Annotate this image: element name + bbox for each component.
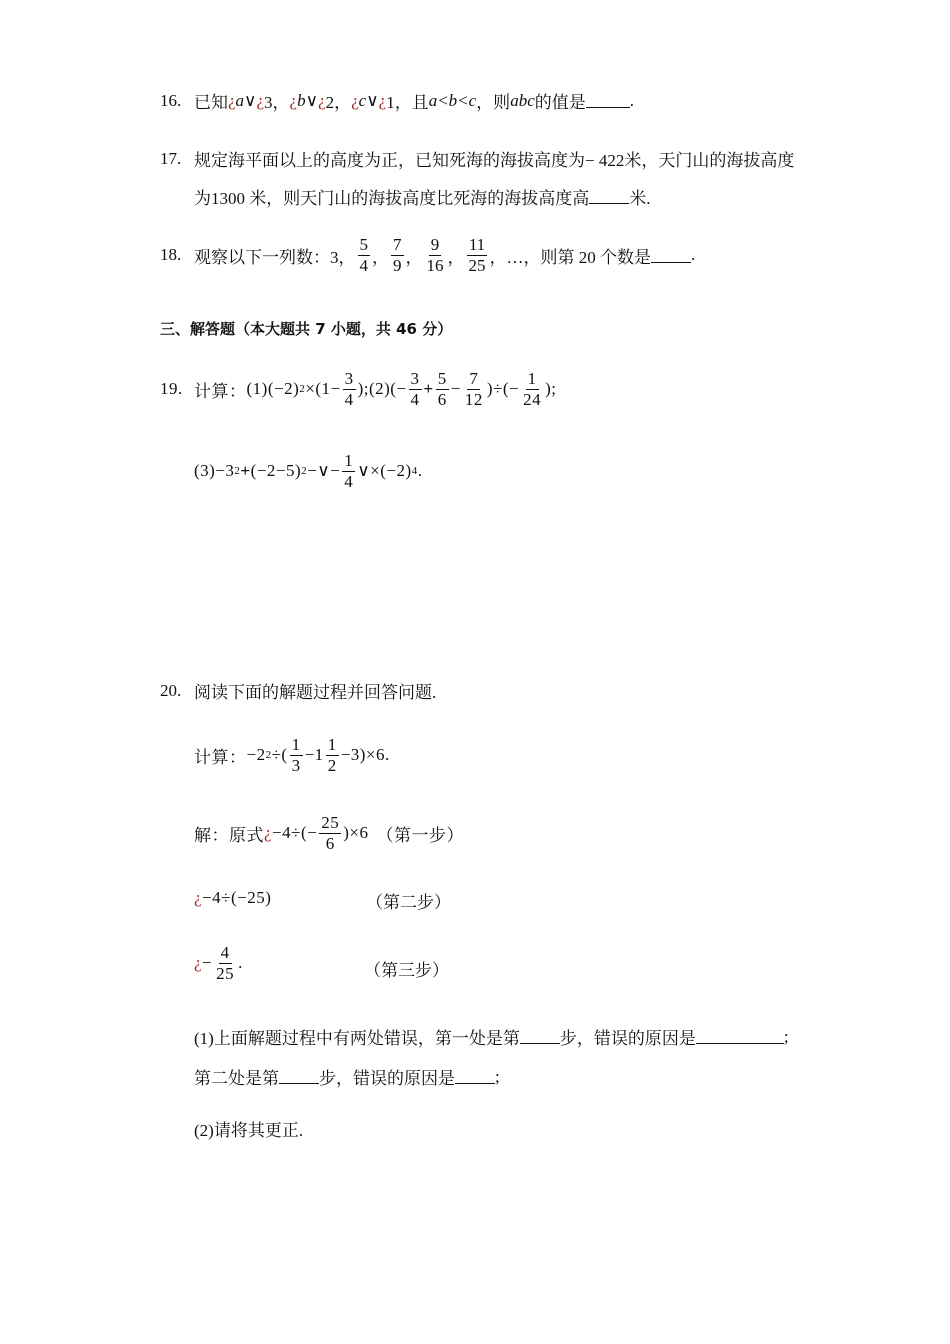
- expr: (−2−5): [250, 461, 302, 481]
- q16-abc: abc: [510, 90, 535, 110]
- fraction: $\frac{7}{12}$: [464, 369, 483, 409]
- q16-glyph: ¿: [351, 90, 359, 110]
- exponent: 4: [411, 465, 418, 478]
- q20-glyph: ¿: [194, 953, 203, 973]
- fraction: $\frac{5}{6}$: [437, 369, 447, 409]
- expr: −: [202, 953, 213, 973]
- question-number: 20.: [160, 680, 182, 700]
- q20-step3-label: [364, 956, 449, 981]
- separator: ，: [372, 247, 389, 267]
- q20-answer1: [194, 1024, 789, 1049]
- fraction: $\frac{7}{9}$: [393, 235, 402, 275]
- section-title: 三、解答题（本大题共 7 小题，共 46 分）: [160, 320, 453, 338]
- expr: −∨−: [307, 461, 341, 481]
- q20-a1-text: 步，错误的原因是: [559, 1029, 696, 1048]
- q18-text: 观察以下一列数：3，: [194, 247, 356, 267]
- fraction: $\frac{1}{4}$: [344, 451, 354, 491]
- q20-glyph: ¿: [194, 888, 203, 907]
- q20-a1-text: (1)上面解题过程中有两处错误，第一处是第: [194, 1029, 520, 1048]
- q16-glyph: ¿: [289, 90, 298, 110]
- q16-text: 已知: [194, 93, 228, 112]
- expr: +: [423, 379, 434, 399]
- q20-step2: [194, 888, 271, 908]
- var-b: b: [297, 90, 306, 110]
- q16-text: 3，: [264, 93, 290, 112]
- q16-glyph: ¿: [256, 90, 265, 110]
- q20-step1: [194, 814, 464, 853]
- expr: );: [545, 379, 557, 399]
- fraction: $\frac{1}{3}$: [291, 735, 301, 775]
- q20-a1-text: 步，错误的原因是: [319, 1069, 455, 1088]
- q20-step2-label: [366, 888, 451, 913]
- q20-a1-text: ;: [783, 1026, 789, 1046]
- expr: )÷(−: [486, 379, 520, 399]
- expr: −: [450, 379, 461, 399]
- q20-a2-text: (2)请将其更正.: [194, 1121, 304, 1140]
- answer-blank[interactable]: [589, 189, 629, 204]
- fraction: $\frac{3}{4}$: [344, 369, 354, 409]
- fraction: $\frac{5}{4}$: [359, 235, 368, 275]
- expr: .: [238, 953, 243, 973]
- q20-a1-text: 第二处是第: [194, 1069, 279, 1088]
- separator: ，: [447, 247, 465, 267]
- exponent: 2: [299, 383, 306, 396]
- q18-end: .: [691, 245, 696, 265]
- question-number: 18.: [160, 245, 182, 265]
- answer-blank[interactable]: [279, 1069, 319, 1084]
- q20-glyph: ¿: [264, 823, 273, 843]
- question-number: 16.: [160, 90, 182, 110]
- fraction: $\frac{25}{6}$: [321, 813, 340, 853]
- expr: .: [417, 461, 423, 481]
- q20-sol-label: 解：原式: [194, 825, 264, 845]
- fraction: $\frac{3}{4}$: [410, 369, 420, 409]
- fraction: $\frac{9}{16}$: [426, 235, 444, 275]
- exponent: 2: [234, 465, 241, 478]
- q16-text: ，则: [476, 93, 511, 112]
- q16-end: .: [629, 90, 634, 110]
- question-19: [160, 370, 556, 409]
- q16-text: 的值是: [534, 93, 586, 112]
- answer-blank[interactable]: [651, 248, 691, 263]
- q16-glyph: ¿: [228, 90, 236, 110]
- expr: −3)×6.: [340, 745, 390, 765]
- var-a: a: [235, 90, 245, 110]
- expr: )×6: [343, 823, 369, 843]
- q19-label: 计算：: [194, 381, 247, 401]
- q20-calc: [194, 736, 390, 775]
- answer-blank[interactable]: [586, 93, 630, 108]
- q20-intro: 阅读下面的解题过程并回答问题.: [194, 683, 437, 702]
- answer-blank[interactable]: [520, 1029, 560, 1044]
- expr: −4÷(−25): [202, 888, 272, 907]
- q20-calc-label: 计算：: [194, 747, 247, 767]
- q16-glyph: ¿: [318, 90, 326, 110]
- fraction: $\frac{11}{25}$: [468, 235, 486, 275]
- section-heading: [160, 318, 452, 339]
- question-number: 17.: [160, 148, 182, 168]
- expr: (3)−3: [194, 461, 235, 481]
- answer-blank[interactable]: [696, 1029, 784, 1044]
- q16-condition: a<b<c: [428, 90, 477, 110]
- fraction: $\frac{4}{25}$: [216, 943, 235, 983]
- question-18: [160, 236, 695, 275]
- expr: −2: [246, 745, 266, 765]
- q16-text: 2，: [325, 93, 352, 112]
- expr: );(2)(−: [357, 379, 407, 399]
- expr: ÷(: [271, 745, 288, 765]
- q20-step3: [194, 944, 243, 983]
- q17-line2-end: 米.: [629, 189, 651, 208]
- step-label: （第一步）: [376, 825, 464, 845]
- exponent: 2: [265, 749, 272, 762]
- expr: −1: [304, 745, 324, 765]
- answer-blank[interactable]: [455, 1069, 495, 1084]
- q20-answer2: [194, 1116, 303, 1141]
- expr: −4÷(−: [272, 823, 318, 843]
- q16-text: ∨: [244, 90, 257, 110]
- question-17-cont: [194, 184, 651, 209]
- q20-answer1-line2: [194, 1064, 500, 1089]
- step-label: （第三步）: [364, 961, 449, 980]
- q16-glyph: ¿: [378, 90, 387, 110]
- q20-a1-text: ;: [495, 1066, 500, 1086]
- fraction: $\frac{1}{24}$: [523, 369, 542, 409]
- q17-line1: 规定海平面以上的高度为正，已知死海的海拔高度为− 422米，天门山的海拔高度: [194, 151, 795, 170]
- expr: ∨×(−2): [357, 461, 412, 481]
- question-19-part3: [194, 452, 422, 491]
- expr: ×(1−: [305, 379, 341, 399]
- q17-line2: 为1300 米，则天门山的海拔高度比死海的海拔高度高: [194, 189, 590, 208]
- var-c: c: [358, 90, 367, 110]
- question-16: [160, 88, 634, 113]
- question-20: [160, 678, 436, 703]
- q18-text: ，…，则第 20 个数是: [489, 247, 651, 267]
- q16-text: 1，且: [386, 93, 429, 112]
- step-label: （第二步）: [366, 893, 451, 912]
- separator: ，: [405, 247, 423, 267]
- expr: (1)(−2): [246, 379, 300, 399]
- question-17: [160, 146, 794, 171]
- question-number: 19.: [160, 379, 183, 399]
- fraction: $\frac{1}{2}$: [327, 735, 337, 775]
- expr: +: [240, 461, 251, 481]
- q16-text: ∨: [305, 90, 319, 110]
- q16-text: ∨: [366, 90, 379, 110]
- exponent: 2: [301, 465, 308, 478]
